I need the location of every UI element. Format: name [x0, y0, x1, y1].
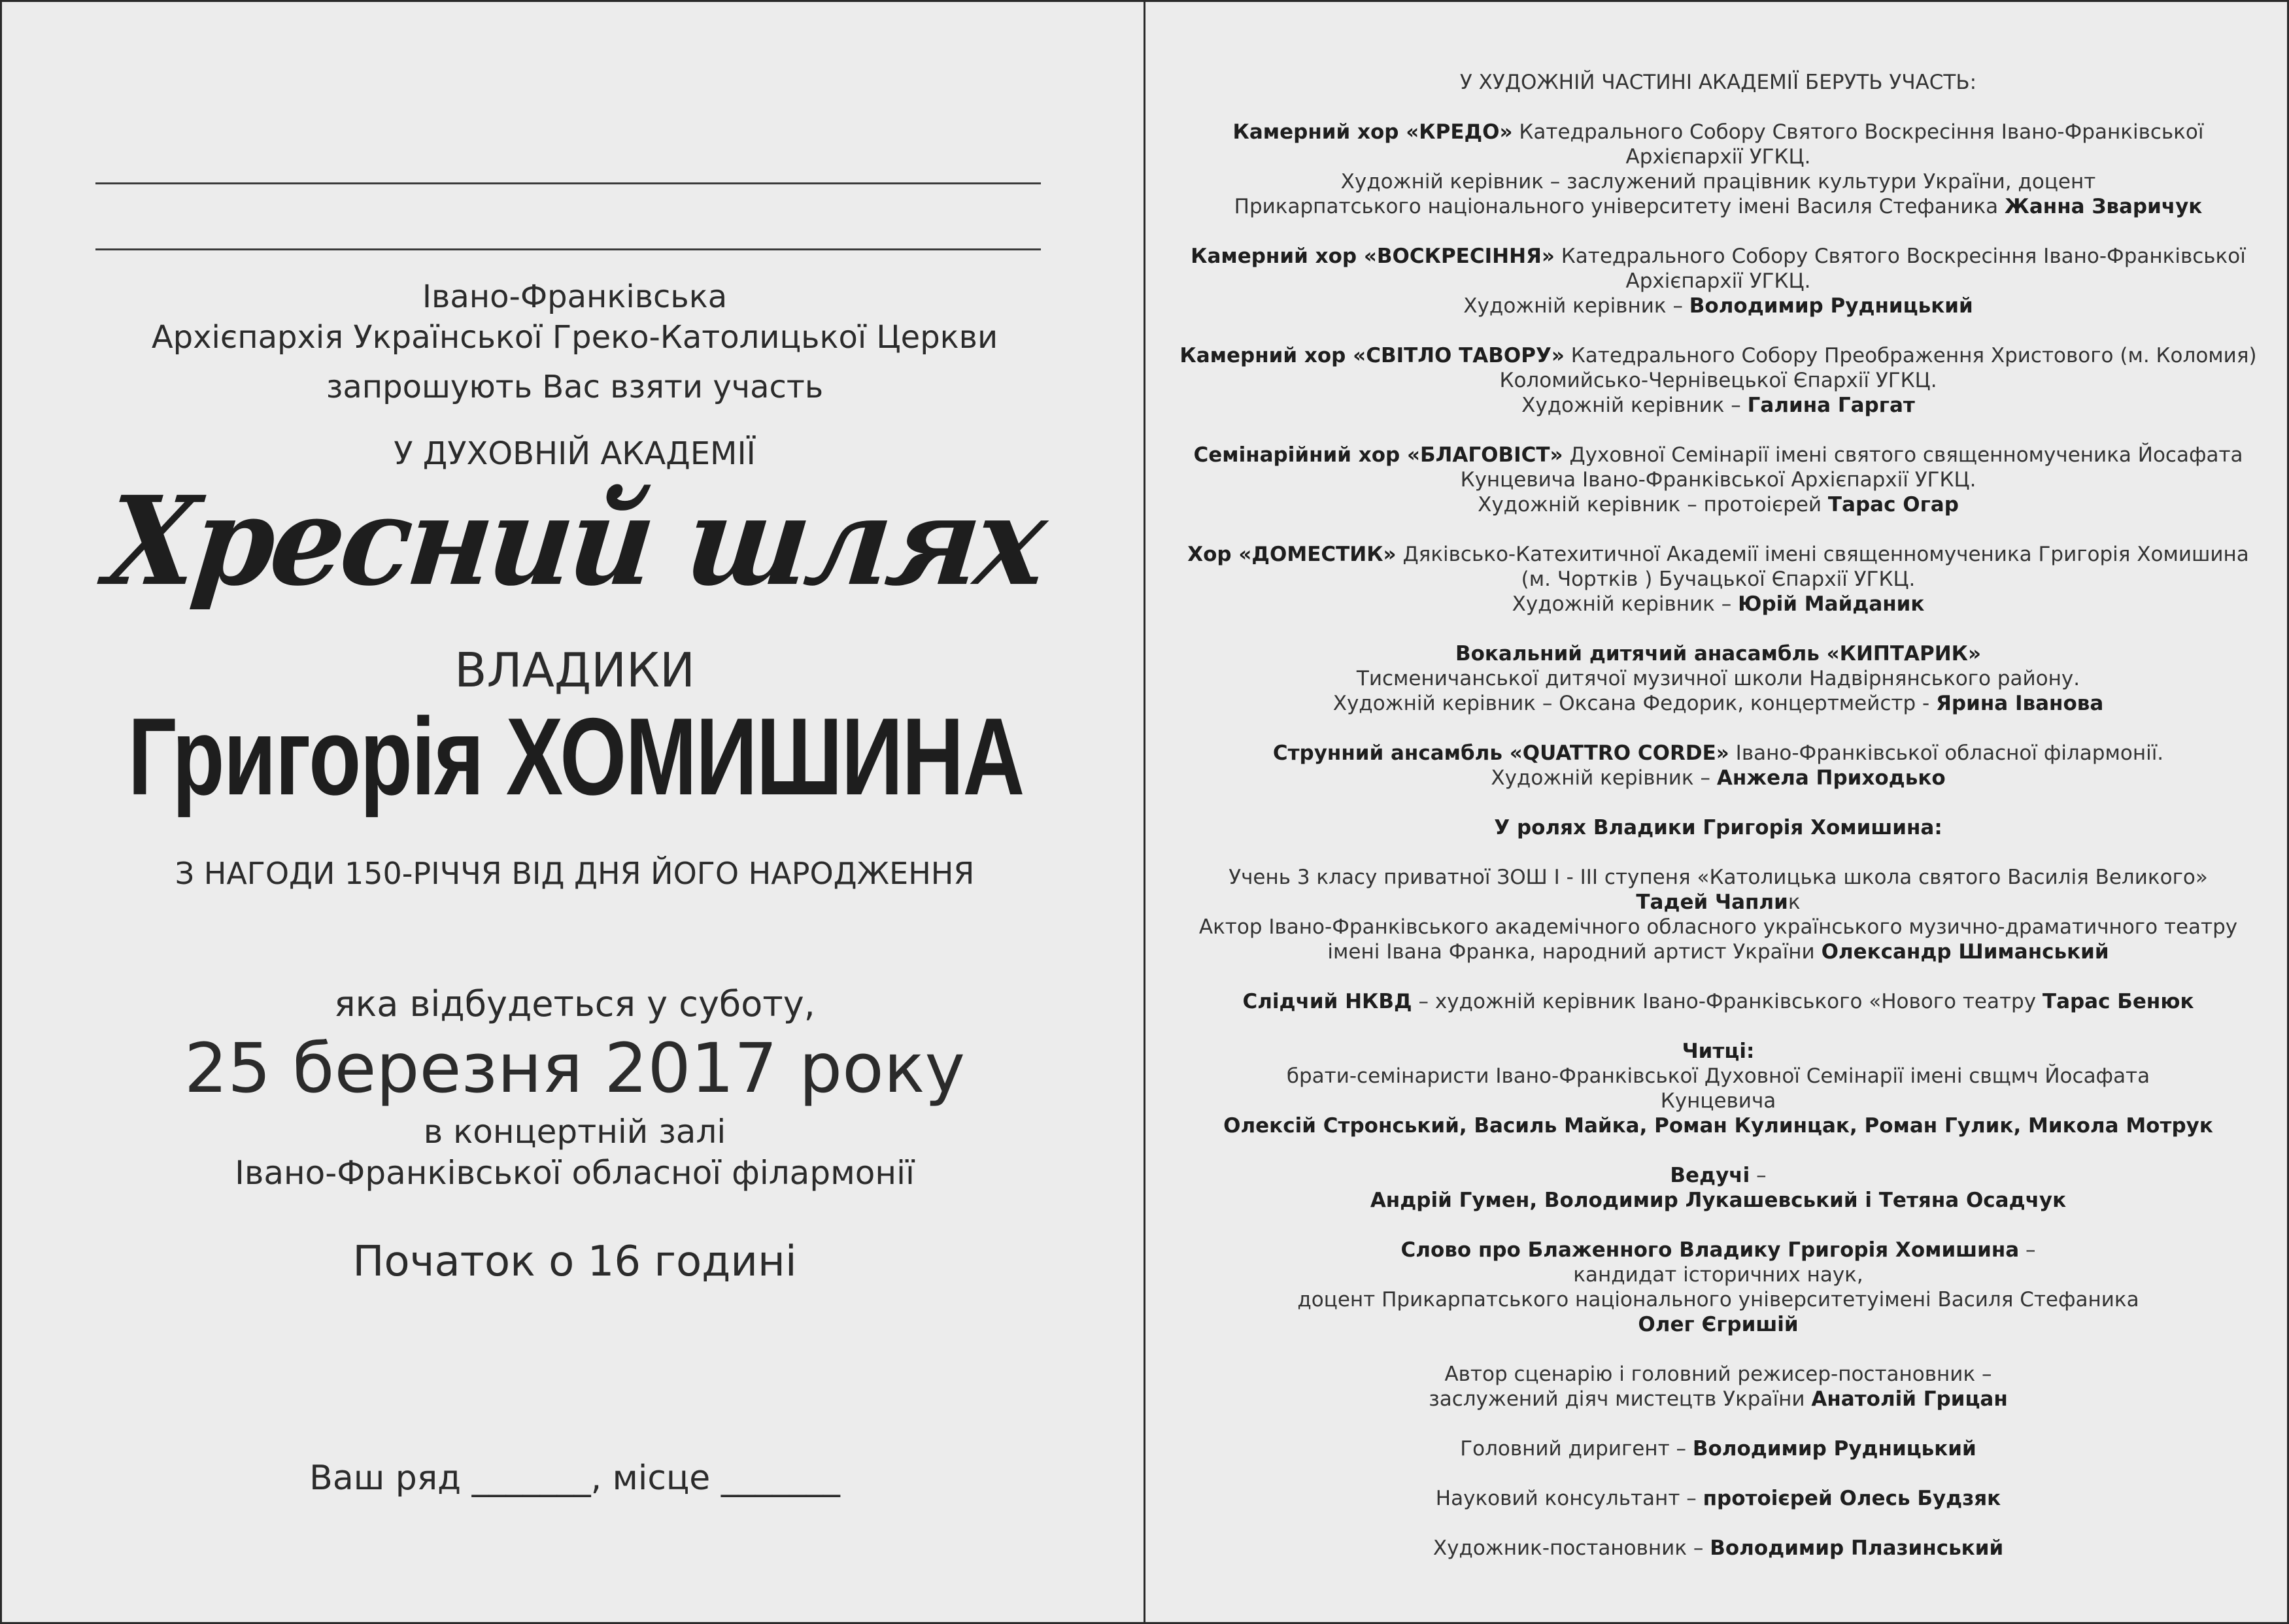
role-actors: Учень 3 класу приватної ЗОШ І - ІІІ ступеня «Католицька школа святого Василія Великого» Тадей Чаплик Актор Івано-Франківського академічного обласного українського музично-драматичного театру імені Івана Франка, народний артист України Олександр Шиманський: [1198, 866, 2238, 964]
consultant-credit: Науковий консультант – протоієрей Олесь Будзяк: [1435, 1487, 2001, 1510]
event-intro: У ДУХОВНІЙ АКАДЕМІЇ: [394, 435, 756, 472]
speech: Слово про Блаженного Владику Григорія Хомишина – кандидат історичних наук, доцент Прикарпатського національного університетуімені Василя Стефаника Олег Єгришій: [1297, 1238, 2139, 1336]
when-intro: яка відбудеться у суботу,: [334, 983, 815, 1024]
venue-line-2: Івано-Франківської обласної філармонії: [235, 1154, 915, 1192]
conductor-credit: Головний диригент – Володимир Рудницький: [1460, 1437, 1976, 1461]
invitation-text: запрошують Вас взяти участь: [326, 369, 824, 405]
venue-line-1: в концертній залі: [423, 1113, 726, 1151]
event-date: 25 березня 2017 року: [184, 1028, 966, 1108]
hosts: Ведучі – Андрій Гумен, Володимир Лукашевський і Тетяна Осадчук: [1370, 1164, 2067, 1212]
program-list: [1145, 70, 2289, 1585]
signature-line-2: [95, 248, 1041, 250]
director-credit: Автор сценарію і головний режисер-постановник – заслужений діяч мистецтв України Анатолій Грицан: [1429, 1362, 2008, 1411]
participant-svitlo-taboru: Камерний хор «СВІТЛО ТАВОРУ» Катедрального Собору Преображення Христового (м. Коломия) Коломийсько-Чернівецької Єпархії УГКЦ. Художній керівник – Галина Гаргат: [1179, 344, 2257, 417]
organizer-line-2: Архієпархія Української Греко-Католицької Церкви: [151, 319, 998, 356]
event-title: Хресний шлях: [99, 469, 1050, 613]
occasion-text: З НАГОДИ 150-РІЧЧЯ ВІД ДНЯ ЙОГО НАРОДЖЕННЯ: [175, 856, 975, 891]
honoree-name: Григорія ХОМИШИНА: [127, 695, 1024, 818]
participant-voskresinnia: Камерний хор «ВОСКРЕСІННЯ» Катедрального Собору Святого Воскресіння Івано-Франківської Архієпархії УГКЦ. Художній керівник – Володимир Рудницький: [1191, 245, 2246, 318]
role-investigator: Слідчий НКВД – художній керівник Івано-Франківського «Нового театру Тарас Бенюк: [1242, 990, 2194, 1013]
program-page: [1144, 0, 2289, 1624]
participant-kyptaryk: Вокальний дитячий анасамбль «КИПТАРИК» Тисменичанської дитячої музичної школи Надвірнянського району. Художній керівник – Оксана Федорик, концертмейстр - Ярина Іванова: [1332, 642, 2104, 715]
event-subtitle: ВЛАДИКИ: [454, 643, 695, 698]
roles-heading: У ролях Владики Григорія Хомишина:: [1494, 816, 1942, 839]
participant-domestyk: Хор «ДОМЕСТИК» Дяківсько-Катехитичної Академії імені священномученика Григорія Хомишина (м. Чортків ) Бучацької Єпархії УГКЦ. Художній керівник – Юрій Майданик: [1187, 543, 2249, 616]
signature-line-1: [95, 182, 1041, 184]
participant-kredo: Камерний хор «КРЕДО» Катедрального Собору Святого Воскресіння Івано-Франківської Архієпархії УГКЦ. Художній керівник – заслужений працівник культури України, доцент Прикарпатського національного університету імені Василя Стефаника Жанна Зваричук: [1232, 120, 2204, 218]
organizer-line-1: Івано-Франківська: [422, 279, 728, 315]
participant-blagovist: Семінарійний хор «БЛАГОВІСТ» Духовної Семінарії імені святого священномученика Йосафата Кунцевича Івано-Франківської Архієпархії УГКЦ. Художній керівник – протоієрей Тарас Огар: [1193, 443, 2243, 516]
seat-assignment: Ваш ряд _______, місце _______: [309, 1459, 840, 1498]
start-time: Початок о 16 годині: [352, 1238, 797, 1286]
readers: Читці: брати-семінаристи Івано-Франківської Духовної Семінарії імені свщмч Йосафата Кунцевича Олексій Стронський, Василь Майка, Роман Кулинцак, Роман Гулик, Микола Мотрук: [1223, 1040, 2213, 1138]
participant-quattro-corde: Струнний ансамбль «QUATTRO CORDE» Івано-Франківської обласної філармонії. Художній керівник – Анжела Приходько: [1272, 741, 2164, 790]
program-heading: У ХУДОЖНІЙ ЧАСТИНІ АКАДЕМІЇ БЕРУТЬ УЧАСТЬ:: [1459, 71, 1977, 94]
designer-credit: Художник-постановник – Володимир Плазинський: [1433, 1536, 2004, 1560]
